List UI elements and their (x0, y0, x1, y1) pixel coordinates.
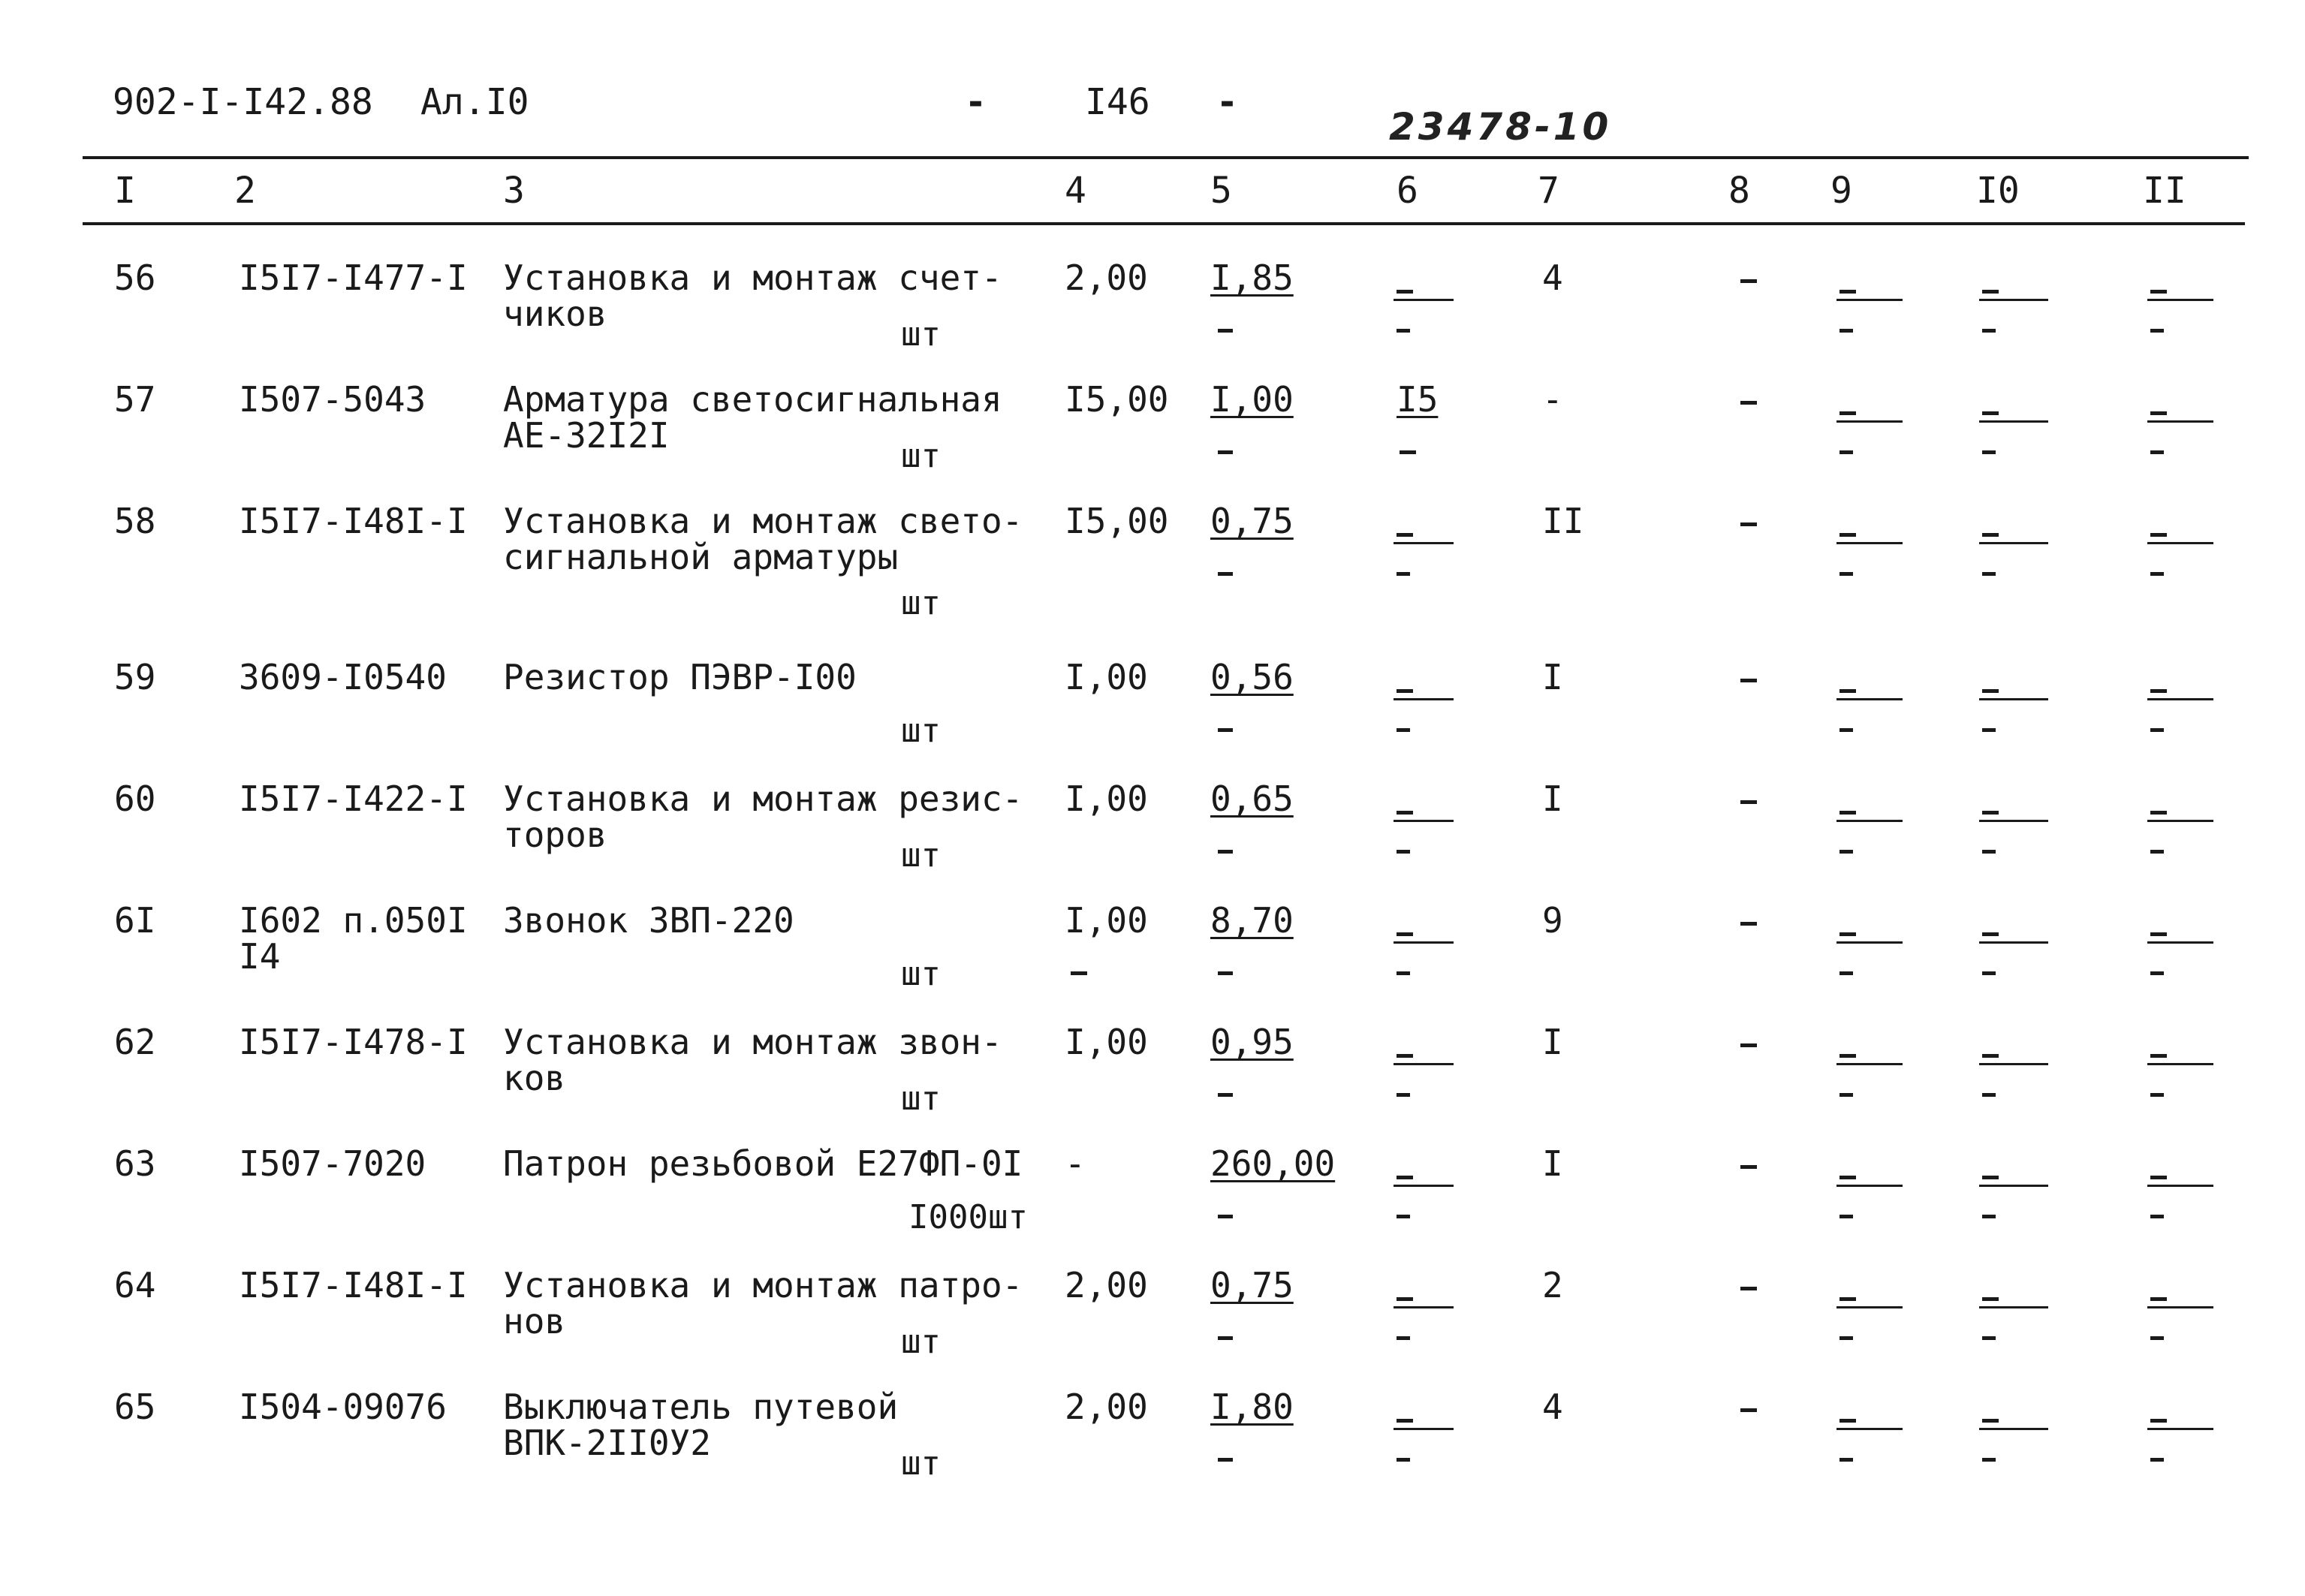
column-9-fraction-dash-bottom (1839, 329, 1853, 333)
column-10-fraction-dash-top (1982, 290, 1999, 294)
column-header-3: 3 (503, 170, 525, 212)
column-8-dash (1740, 800, 1757, 804)
column-10-fraction-dash-line (1979, 420, 2048, 423)
item-description: Звонок ЗВП-220 (503, 900, 794, 941)
column-6-secondary-dash (1400, 450, 1416, 454)
price-secondary-dash (1218, 329, 1233, 333)
column-9-fraction-dash-line (1836, 1185, 1903, 1187)
column-10-fraction-dash-bottom (1982, 329, 1996, 333)
quantity-value: I5,00 (1065, 379, 1169, 420)
column-6-fraction-dash-top (1397, 689, 1413, 693)
price-value: 0,95 (1210, 1022, 1294, 1062)
column-10-fraction-dash-line (1979, 1185, 2048, 1187)
column-11-fraction-dash-line (2147, 1185, 2213, 1187)
column-9-fraction-dash-bottom (1839, 1336, 1853, 1340)
column-7-value: - (1542, 379, 1563, 420)
column-11-fraction-dash-top (2150, 533, 2167, 537)
column-6-fraction-dash-bottom (1397, 1093, 1410, 1097)
column-9-fraction-dash-line (1836, 698, 1903, 700)
column-header-11: II (2143, 170, 2186, 212)
column-11-fraction-dash-bottom (2150, 1215, 2164, 1218)
column-10-fraction-dash-top (1982, 1419, 1999, 1423)
column-6-fraction-dash-bottom (1397, 728, 1410, 732)
column-7-value: 2 (1542, 1265, 1563, 1305)
column-header-1: I (114, 170, 136, 212)
price-value: 260,00 (1210, 1143, 1336, 1184)
column-10-fraction-dash-bottom (1982, 450, 1996, 454)
column-11-fraction-dash-line (2147, 1428, 2213, 1430)
column-9-fraction-dash-bottom (1839, 1458, 1853, 1462)
column-11-fraction-dash-top (2150, 1297, 2167, 1301)
column-header-10: I0 (1976, 170, 2020, 212)
column-header-5: 5 (1210, 170, 1232, 212)
table-top-rule (83, 156, 2249, 159)
quantity-value: 2,00 (1065, 257, 1148, 298)
column-9-fraction-dash-line (1836, 1063, 1903, 1065)
table-header-rule (83, 222, 2245, 225)
item-unit: шт (901, 955, 941, 993)
column-9-fraction-dash-bottom (1839, 1093, 1853, 1097)
column-11-fraction-dash-bottom (2150, 1093, 2164, 1097)
quantity-value: I5,00 (1065, 501, 1169, 541)
price-value: I,85 (1210, 257, 1294, 298)
column-11-fraction-dash-line (2147, 542, 2213, 544)
column-6-fraction-dash-bottom (1397, 1458, 1410, 1462)
item-description: Арматура светосигнальная АЕ-32I2I (503, 379, 1002, 456)
column-9-fraction-dash-bottom (1839, 1215, 1853, 1218)
column-6-fraction-dash-line (1394, 941, 1454, 944)
item-code: I602 п.050I I4 (239, 900, 468, 977)
column-9-fraction-dash-top (1839, 1419, 1856, 1423)
column-7-value: 4 (1542, 257, 1563, 298)
column-9-fraction-dash-top (1839, 932, 1856, 936)
column-6-fraction-dash-line (1394, 820, 1454, 822)
price-secondary-dash (1218, 1336, 1233, 1340)
column-11-fraction-dash-line (2147, 941, 2213, 944)
column-8-dash (1740, 279, 1757, 283)
column-10-fraction-dash-bottom (1982, 1215, 1996, 1218)
column-8-dash (1740, 522, 1757, 526)
item-code: I5I7-I48I-I (239, 1265, 468, 1305)
quantity-value: I,00 (1065, 1022, 1148, 1062)
column-11-fraction-dash-bottom (2150, 971, 2164, 975)
column-7-value: 4 (1542, 1387, 1563, 1427)
column-8-dash (1740, 401, 1757, 405)
column-6-fraction-dash-bottom (1397, 850, 1410, 854)
column-10-fraction-dash-top (1982, 811, 1999, 815)
column-9-fraction-dash-line (1836, 941, 1903, 944)
column-10-fraction-dash-bottom (1982, 728, 1996, 732)
column-11-fraction-dash-top (2150, 932, 2167, 936)
handwritten-stamp-number: 23478-10 (1389, 105, 1612, 149)
column-8-dash (1740, 1165, 1757, 1169)
column-header-9: 9 (1830, 170, 1852, 212)
column-6-fraction-dash-line (1394, 698, 1454, 700)
quantity-value: 2,00 (1065, 1387, 1148, 1427)
column-6-fraction-dash-bottom (1397, 1336, 1410, 1340)
item-unit: I000шт (908, 1198, 1028, 1236)
column-11-fraction-dash-bottom (2150, 1336, 2164, 1340)
column-11-fraction-dash-bottom (2150, 329, 2164, 333)
price-secondary-dash (1218, 850, 1233, 854)
column-10-fraction-dash-top (1982, 533, 1999, 537)
quantity-value: I,00 (1065, 657, 1148, 697)
column-10-fraction-dash-bottom (1982, 1336, 1996, 1340)
column-6-fraction-dash-top (1397, 1054, 1413, 1058)
column-6-fraction-dash-line (1394, 1428, 1454, 1430)
column-6-fraction-dash-top (1397, 1176, 1413, 1179)
quantity-value: 2,00 (1065, 1265, 1148, 1305)
column-11-fraction-dash-line (2147, 698, 2213, 700)
column-6-value: I5 (1397, 379, 1439, 420)
column-8-dash (1740, 679, 1757, 682)
price-value: 0,56 (1210, 657, 1294, 697)
item-code: I5I7-I48I-I (239, 501, 468, 541)
column-11-fraction-dash-top (2150, 811, 2167, 815)
column-9-fraction-dash-line (1836, 1428, 1903, 1430)
item-description: Установка и монтаж патро- нов (503, 1265, 1023, 1342)
column-7-value: I (1542, 1143, 1563, 1184)
item-code: I5I7-I477-I (239, 257, 468, 298)
item-unit: шт (901, 437, 941, 475)
price-secondary-dash (1218, 728, 1233, 732)
price-secondary-dash (1218, 1458, 1233, 1462)
column-9-fraction-dash-line (1836, 299, 1903, 301)
column-9-fraction-dash-line (1836, 420, 1903, 423)
column-9-fraction-dash-bottom (1839, 572, 1853, 576)
column-11-fraction-dash-top (2150, 1419, 2167, 1423)
price-secondary-dash (1218, 450, 1233, 454)
column-6-fraction-dash-top (1397, 533, 1413, 537)
column-9-fraction-dash-line (1836, 542, 1903, 544)
item-code: I504-09076 (239, 1387, 447, 1427)
column-header-8: 8 (1728, 170, 1750, 212)
price-value: 8,70 (1210, 900, 1294, 941)
page-dash-right: - (1216, 81, 1238, 123)
column-11-fraction-dash-bottom (2150, 572, 2164, 576)
price-secondary-dash (1218, 1215, 1233, 1218)
row-number: 60 (114, 778, 156, 819)
column-10-fraction-dash-top (1982, 411, 1999, 415)
column-header-2: 2 (234, 170, 256, 212)
column-6-fraction-dash-top (1397, 811, 1413, 815)
item-description: Патрон резьбовой Е27ФП-0I (503, 1143, 1023, 1184)
column-9-fraction-dash-top (1839, 1176, 1856, 1179)
item-code: I5I7-I422-I (239, 778, 468, 819)
column-11-fraction-dash-line (2147, 299, 2213, 301)
row-number: 65 (114, 1387, 156, 1427)
column-10-fraction-dash-line (1979, 1428, 2048, 1430)
column-6-fraction-dash-line (1394, 1306, 1454, 1308)
item-unit: шт (901, 712, 941, 750)
column-9-fraction-dash-bottom (1839, 850, 1853, 854)
price-secondary-dash (1218, 1093, 1233, 1097)
column-10-fraction-dash-top (1982, 1297, 1999, 1301)
item-description: Резистор ПЭВР-I00 (503, 657, 857, 697)
column-9-fraction-dash-top (1839, 411, 1856, 415)
price-value: 0,75 (1210, 1265, 1294, 1305)
column-9-fraction-dash-line (1836, 820, 1903, 822)
page-dash-left: - (965, 81, 987, 123)
item-code: I507-5043 (239, 379, 426, 420)
row-number: 58 (114, 501, 156, 541)
column-header-6: 6 (1397, 170, 1418, 212)
column-6-fraction-dash-line (1394, 542, 1454, 544)
column-7-value: I (1542, 1022, 1563, 1062)
column-9-fraction-dash-top (1839, 533, 1856, 537)
column-6-fraction-dash-line (1394, 299, 1454, 301)
column-11-fraction-dash-top (2150, 1176, 2167, 1179)
column-6-fraction-dash-top (1397, 1297, 1413, 1301)
column-10-fraction-dash-top (1982, 932, 1999, 936)
column-11-fraction-dash-top (2150, 689, 2167, 693)
column-9-fraction-dash-line (1836, 1306, 1903, 1308)
item-description: Установка и монтаж свето- сигнальной арматуры (503, 501, 1023, 577)
column-10-fraction-dash-bottom (1982, 572, 1996, 576)
price-value: I,00 (1210, 379, 1294, 420)
page-number: I46 (1085, 81, 1150, 123)
column-11-fraction-dash-line (2147, 420, 2213, 423)
column-9-fraction-dash-top (1839, 1054, 1856, 1058)
item-code: I5I7-I478-I (239, 1022, 468, 1062)
column-6-fraction-dash-top (1397, 1419, 1413, 1423)
column-10-fraction-dash-bottom (1982, 850, 1996, 854)
column-7-value: I (1542, 657, 1563, 697)
item-unit: шт (901, 836, 941, 875)
column-9-fraction-dash-top (1839, 290, 1856, 294)
price-value: 0,65 (1210, 778, 1294, 819)
column-10-fraction-dash-top (1982, 689, 1999, 693)
column-7-value: 9 (1542, 900, 1563, 941)
column-10-fraction-dash-top (1982, 1176, 1999, 1179)
column-11-fraction-dash-bottom (2150, 1458, 2164, 1462)
quantity-value: - (1065, 1143, 1086, 1184)
document-code: 902-I-I42.88 (113, 81, 373, 123)
column-9-fraction-dash-top (1839, 811, 1856, 815)
column-9-fraction-dash-bottom (1839, 728, 1853, 732)
item-description: Установка и монтаж счет- чиков (503, 257, 1002, 334)
column-6-fraction-dash-bottom (1397, 1215, 1410, 1218)
price-value: I,80 (1210, 1387, 1294, 1427)
item-unit: шт (901, 1080, 941, 1118)
column-6-fraction-dash-bottom (1397, 572, 1410, 576)
item-description: Установка и монтаж звон- ков (503, 1022, 1002, 1098)
column-6-fraction-dash-top (1397, 290, 1413, 294)
column-10-fraction-dash-bottom (1982, 1458, 1996, 1462)
column-10-fraction-dash-bottom (1982, 971, 1996, 975)
column-6-fraction-dash-bottom (1397, 329, 1410, 333)
column-11-fraction-dash-top (2150, 290, 2167, 294)
row-number: 64 (114, 1265, 156, 1305)
column-10-fraction-dash-line (1979, 299, 2048, 301)
column-10-fraction-dash-top (1982, 1054, 1999, 1058)
column-9-fraction-dash-top (1839, 689, 1856, 693)
column-8-dash (1740, 1043, 1757, 1047)
row-number: 59 (114, 657, 156, 697)
column-11-fraction-dash-line (2147, 1306, 2213, 1308)
column-10-fraction-dash-line (1979, 820, 2048, 822)
item-unit: шт (901, 315, 941, 354)
row-number: 6I (114, 900, 156, 941)
column-11-fraction-dash-line (2147, 820, 2213, 822)
quantity-value: I,00 (1065, 900, 1148, 941)
column-7-value: I (1542, 778, 1563, 819)
price-value: 0,75 (1210, 501, 1294, 541)
column-11-fraction-dash-line (2147, 1063, 2213, 1065)
column-11-fraction-dash-bottom (2150, 850, 2164, 854)
row-number: 62 (114, 1022, 156, 1062)
column-10-fraction-dash-bottom (1982, 1093, 1996, 1097)
column-10-fraction-dash-line (1979, 941, 2048, 944)
item-unit: шт (901, 584, 941, 622)
item-unit: шт (901, 1323, 941, 1361)
column-6-fraction-dash-top (1397, 932, 1413, 936)
column-10-fraction-dash-line (1979, 1063, 2048, 1065)
quantity-secondary-dash (1071, 971, 1087, 975)
item-code: I507-7020 (239, 1143, 426, 1184)
column-9-fraction-dash-bottom (1839, 450, 1853, 454)
column-6-fraction-dash-bottom (1397, 971, 1410, 975)
column-9-fraction-dash-bottom (1839, 971, 1853, 975)
column-10-fraction-dash-line (1979, 542, 2048, 544)
column-header-4: 4 (1065, 170, 1086, 212)
price-secondary-dash (1218, 971, 1233, 975)
column-6-fraction-dash-line (1394, 1063, 1454, 1065)
column-10-fraction-dash-line (1979, 698, 2048, 700)
column-11-fraction-dash-top (2150, 411, 2167, 415)
item-unit: шт (901, 1444, 941, 1483)
item-description: Выключатель путевой ВПК-2II0У2 (503, 1387, 899, 1463)
sheet-label: Ал.I0 (420, 81, 529, 123)
column-8-dash (1740, 922, 1757, 926)
row-number: 56 (114, 257, 156, 298)
column-11-fraction-dash-top (2150, 1054, 2167, 1058)
item-code: 3609-I0540 (239, 657, 447, 697)
column-9-fraction-dash-top (1839, 1297, 1856, 1301)
item-description: Установка и монтаж резис- торов (503, 778, 1023, 855)
column-8-dash (1740, 1287, 1757, 1290)
row-number: 57 (114, 379, 156, 420)
column-11-fraction-dash-bottom (2150, 450, 2164, 454)
price-secondary-dash (1218, 572, 1233, 576)
row-number: 63 (114, 1143, 156, 1184)
column-11-fraction-dash-bottom (2150, 728, 2164, 732)
column-8-dash (1740, 1408, 1757, 1412)
quantity-value: I,00 (1065, 778, 1148, 819)
column-6-fraction-dash-line (1394, 1185, 1454, 1187)
column-10-fraction-dash-line (1979, 1306, 2048, 1308)
column-header-7: 7 (1538, 170, 1559, 212)
column-7-value: II (1542, 501, 1584, 541)
